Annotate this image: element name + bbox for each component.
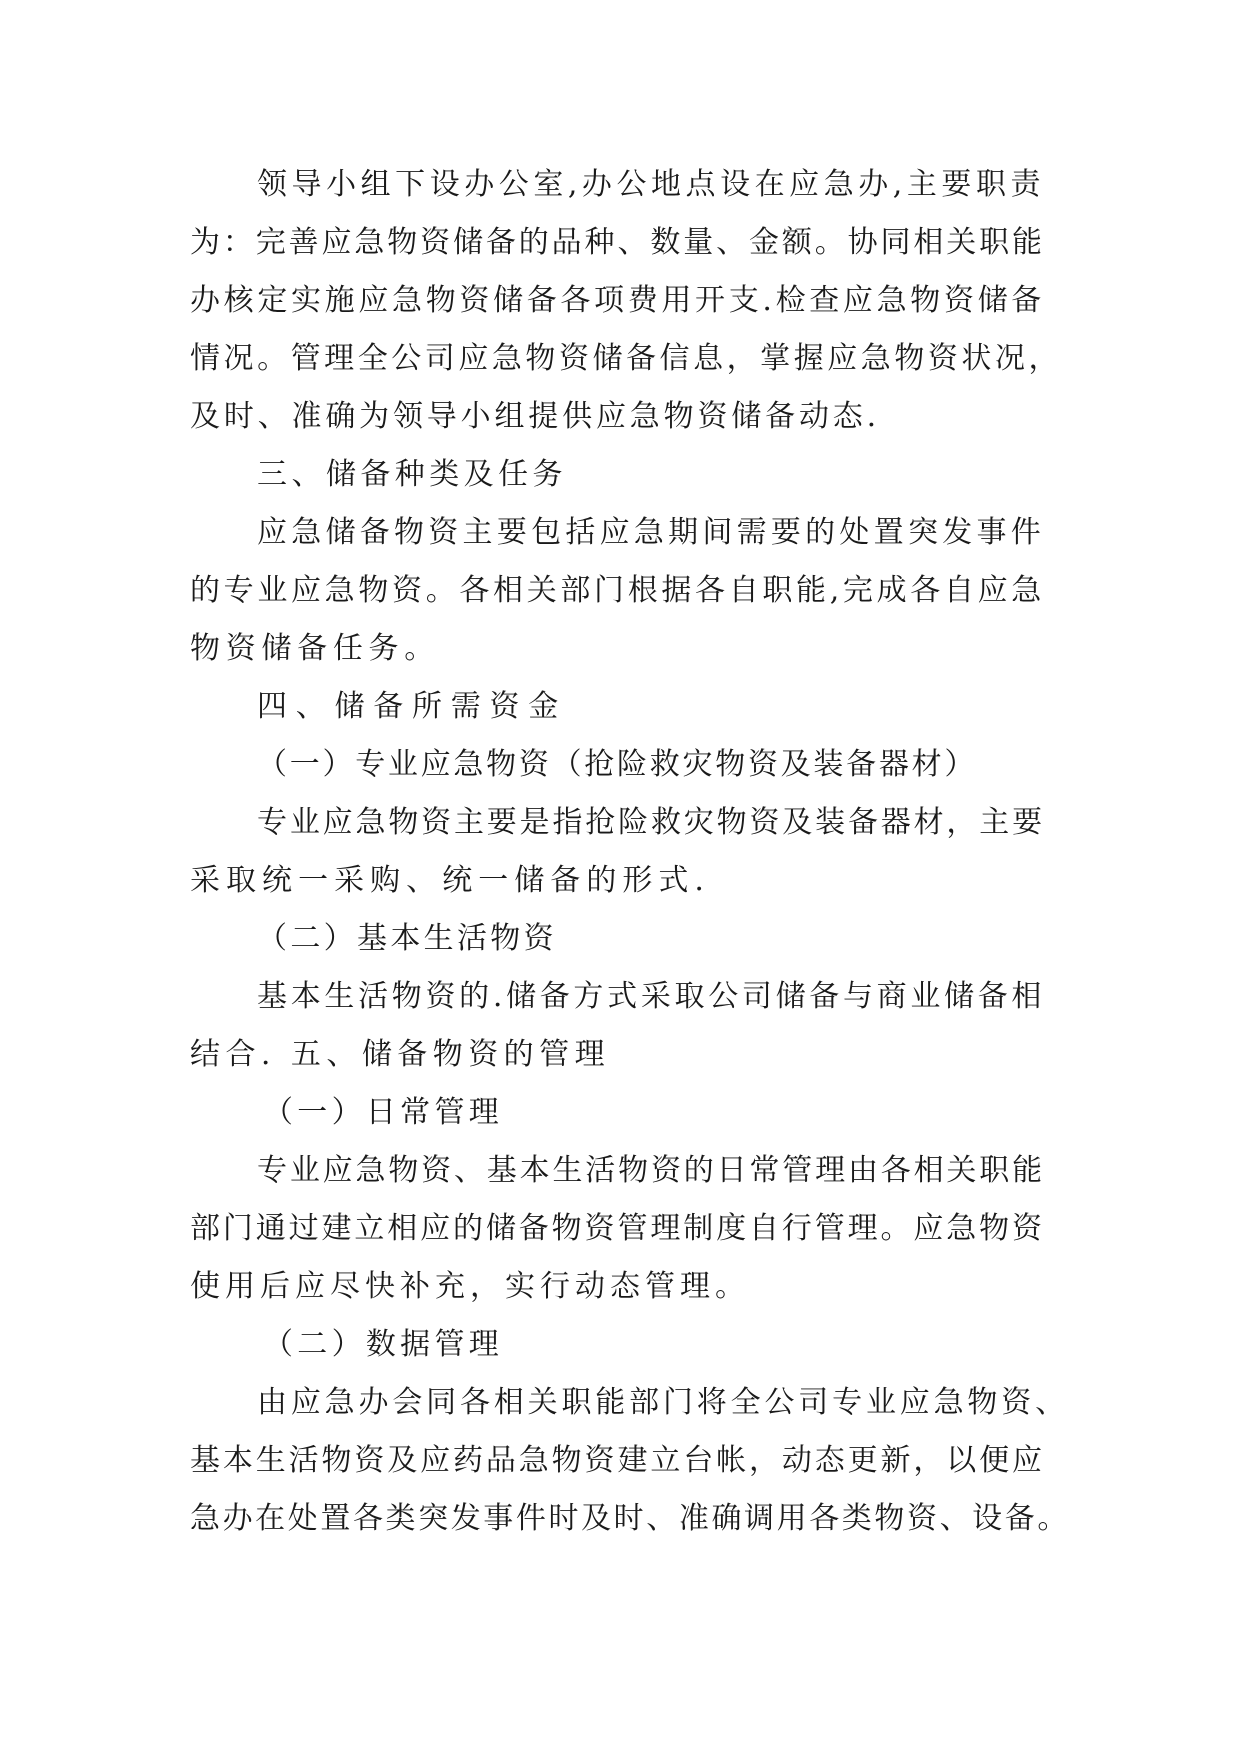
text-line: 由应急办会同各相关职能部门将全公司专业应急物资、 xyxy=(257,1385,1069,1420)
text-line: 办核定实施应急物资储备各项费用开支.检查应急物资储备 xyxy=(190,283,1045,318)
text-line: 物资储备任务。 xyxy=(190,631,440,666)
text-line: 应急储备物资主要包括应急期间需要的处置突发事件 xyxy=(257,515,1045,550)
text-line: 采取统一采购、统一储备的形式. xyxy=(190,863,710,898)
text-line: 部门通过建立相应的储备物资管理制度自行管理。应急物资 xyxy=(190,1211,1045,1246)
text-line: 专业应急物资主要是指抢险救灾物资及装备器材，主要 xyxy=(257,805,1045,840)
text-line: 专业应急物资、基本生活物资的日常管理由各相关职能 xyxy=(257,1153,1045,1188)
text-line: 为：完善应急物资储备的品种、数量、金额。协同相关职能 xyxy=(190,225,1045,260)
subsection-heading: （二）数据管理 xyxy=(263,1327,504,1362)
text-line: 基本生活物资及应药品急物资建立台帐，动态更新，以便应 xyxy=(190,1443,1045,1478)
subsection-heading: （二）基本生活物资 xyxy=(257,921,557,956)
subsection-heading: （一）日常管理 xyxy=(263,1095,504,1130)
subsection-heading: （一）专业应急物资（抢险救灾物资及装备器材） xyxy=(257,747,978,782)
text-line: 结合. 五、储备物资的管理 xyxy=(190,1037,611,1072)
text-line: 的专业应急物资。各相关部门根据各自职能,完成各自应急 xyxy=(190,573,1045,608)
section-heading: 四、储备所需资金 xyxy=(257,689,567,724)
text-line: 及时、准确为领导小组提供应急物资储备动态. xyxy=(190,399,880,434)
text-line: 急办在处置各类突发事件时及时、准确调用各类物资、设备。 xyxy=(190,1501,1070,1536)
text-line: 基本生活物资的.储备方式采取公司储备与商业储备相 xyxy=(257,979,1046,1014)
text-line: 使用后应尽快补充，实行动态管理。 xyxy=(190,1269,750,1304)
text-line: 情况。管理全公司应急物资储备信息，掌握应急物资状况， xyxy=(190,341,1063,376)
text-line: 领导小组下设办公室,办公地点设在应急办,主要职责 xyxy=(257,167,1046,202)
section-heading: 三、储备种类及任务 xyxy=(257,457,567,492)
